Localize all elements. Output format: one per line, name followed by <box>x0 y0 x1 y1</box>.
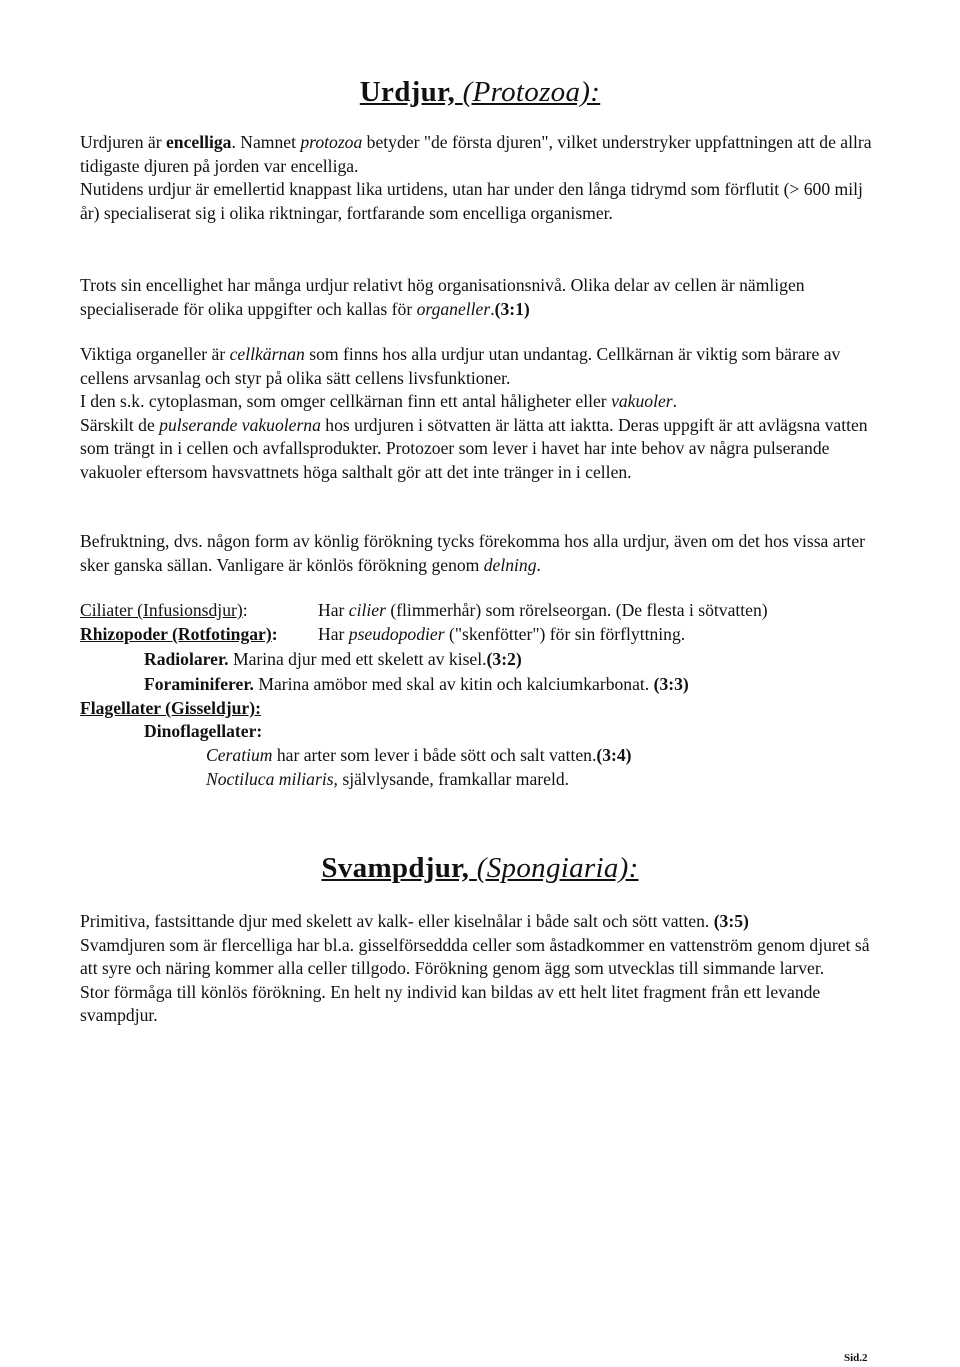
text: (flimmerhår) som rörelseorgan. (De flesta i sötvatten) <box>385 600 768 620</box>
italic-term: Ceratium <box>206 745 273 765</box>
heading-protozoa-latin: (Protozoa): <box>462 76 601 108</box>
italic-term: cilier <box>348 600 386 620</box>
label-flagellater: Flagellater (Gisseldjur): <box>80 698 261 718</box>
paragraph-cellkarnan <box>80 343 880 484</box>
heading-protozoa-main: Urdjur, <box>359 76 456 108</box>
text: Urdjuren är <box>80 132 166 152</box>
row-foraminiferer <box>144 673 689 697</box>
text: Primitiva, fastsittande djur med skelett av kalk- eller kiselnålar i både salt och sött vatten. <box>80 911 714 931</box>
desc-ciliater <box>318 599 768 623</box>
italic-term: pseudopodier <box>348 624 445 644</box>
text: Stor förmåga till könlös förökning. En helt ny individ kan bildas av ett helt litet fragment från ett levande svampdjur. <box>80 981 821 1025</box>
label-rhizopoder <box>80 623 278 647</box>
heading-spongiaria <box>0 852 960 885</box>
text: har arter som lever i både sött och salt vatten. <box>272 745 597 765</box>
text: Har <box>318 624 349 644</box>
text: . <box>536 554 541 575</box>
group-name: Radiolarer. <box>144 649 229 669</box>
text: hos urdjuren i sötvatten är lätta att iaktta. Deras uppgift är att avlägsna vatten som trängt in i cellen och avfallsprodukter. Protozoer som lever i havet har inte behov av några pulserande vakuoler eftersom havsvattnets höga salthalt gör att det inte tränger in i cellen. <box>80 414 868 482</box>
heading-spongiaria-main: Svampdjur, <box>321 852 470 884</box>
text: Marina djur med ett skelett av kisel. <box>228 649 487 669</box>
row-noctiluca <box>206 768 569 792</box>
row-rhizopoder <box>0 623 960 647</box>
page-number: Sid.2 <box>844 1352 868 1364</box>
text: Särskilt de <box>80 414 160 435</box>
text: I den s.k. cytoplasman, som omger cellkärnan finn ett antal håligheter eller <box>80 391 612 411</box>
text: självlysande, framkallar mareld. <box>337 769 570 789</box>
row-ciliater <box>0 599 960 623</box>
text: . <box>672 391 678 411</box>
label-colon: : <box>242 600 248 620</box>
text: Trots sin encellighet har många urdjur relativt hög organisationsnivå. Olika delar av cellen är nämligen specialiserade för olika uppgifter och kallas för <box>80 275 805 319</box>
text: Befruktning, dvs. någon form av könlig förökning tycks förekomma hos alla urdjur, även om det hos vissa arter sker ganska sällan. Vanligare är könlös förökning genom <box>80 531 865 575</box>
label-ciliater <box>80 599 248 623</box>
paragraph-intro <box>80 131 880 225</box>
row-radiolarer <box>144 648 522 672</box>
text: Svamdjuren som är flercelliga har bl.a. gisselförseddda celler som åstadkommer en vattenström genom djuret så att syre och näring kommer alla celler tillgodo. Förökning genom ägg som utvecklas till simmande larver. <box>80 934 870 978</box>
text: Viktiga organeller är <box>80 344 230 364</box>
label-text: Ciliater (Infusionsdjur) <box>80 600 243 620</box>
text: . Namnet <box>231 132 301 152</box>
italic-term: cellkärnan <box>229 344 305 364</box>
figure-ref: (3:2) <box>486 649 522 669</box>
label-colon: : <box>271 624 278 644</box>
label-dinoflagellater: Dinoflagellater: <box>144 721 263 741</box>
text: som finns hos alla urdjur utan undantag. Cellkärnan är viktig som bärare av cellens arvsanlag och styr på olika sätt cellens livsfunktioner. <box>80 344 841 388</box>
figure-ref: (3:3) <box>653 674 689 694</box>
text: betyder "de första djuren", vilket understryker uppfattningen att de allra tidigaste djuren på jorden var encelliga. <box>80 132 872 176</box>
figure-ref: (3:1) <box>494 298 530 319</box>
label-text: Rhizopoder (Rotfotingar) <box>80 624 272 644</box>
text: Marina amöbor med skal av kitin och kalciumkarbonat. <box>253 674 654 694</box>
italic-term: organeller <box>416 298 491 319</box>
bold-term: encelliga <box>165 132 232 152</box>
paragraph-befruktning <box>80 530 880 577</box>
text: ("skenfötter") för sin förflyttning. <box>444 624 686 644</box>
figure-ref: (3:4) <box>596 745 632 765</box>
italic-term: protozoa <box>300 132 363 152</box>
row-ceratium <box>206 744 632 768</box>
desc-rhizopoder <box>318 623 685 647</box>
figure-ref: (3:5) <box>713 911 749 931</box>
italic-term: delning <box>483 554 537 575</box>
text: . <box>490 298 495 319</box>
text: Har <box>318 600 349 620</box>
group-name: Foraminiferer. <box>144 674 254 694</box>
heading-spongiaria-latin: (Spongiaria): <box>476 852 639 884</box>
paragraph-svampdjur <box>80 910 880 1028</box>
text: Nutidens urdjur är emellertid knappast lika urtidens, utan har under den långa tidrymd som förflutit (> 600 milj år) specialiserat sig i olika riktningar, fortfarande som encelliga organismer. <box>80 179 863 223</box>
italic-term: pulserande vakuolerna <box>159 414 321 435</box>
paragraph-organeller <box>80 274 880 321</box>
heading-protozoa <box>0 76 960 109</box>
italic-term: Noctiluca miliaris, <box>206 769 338 789</box>
italic-term: vakuoler <box>611 391 673 411</box>
